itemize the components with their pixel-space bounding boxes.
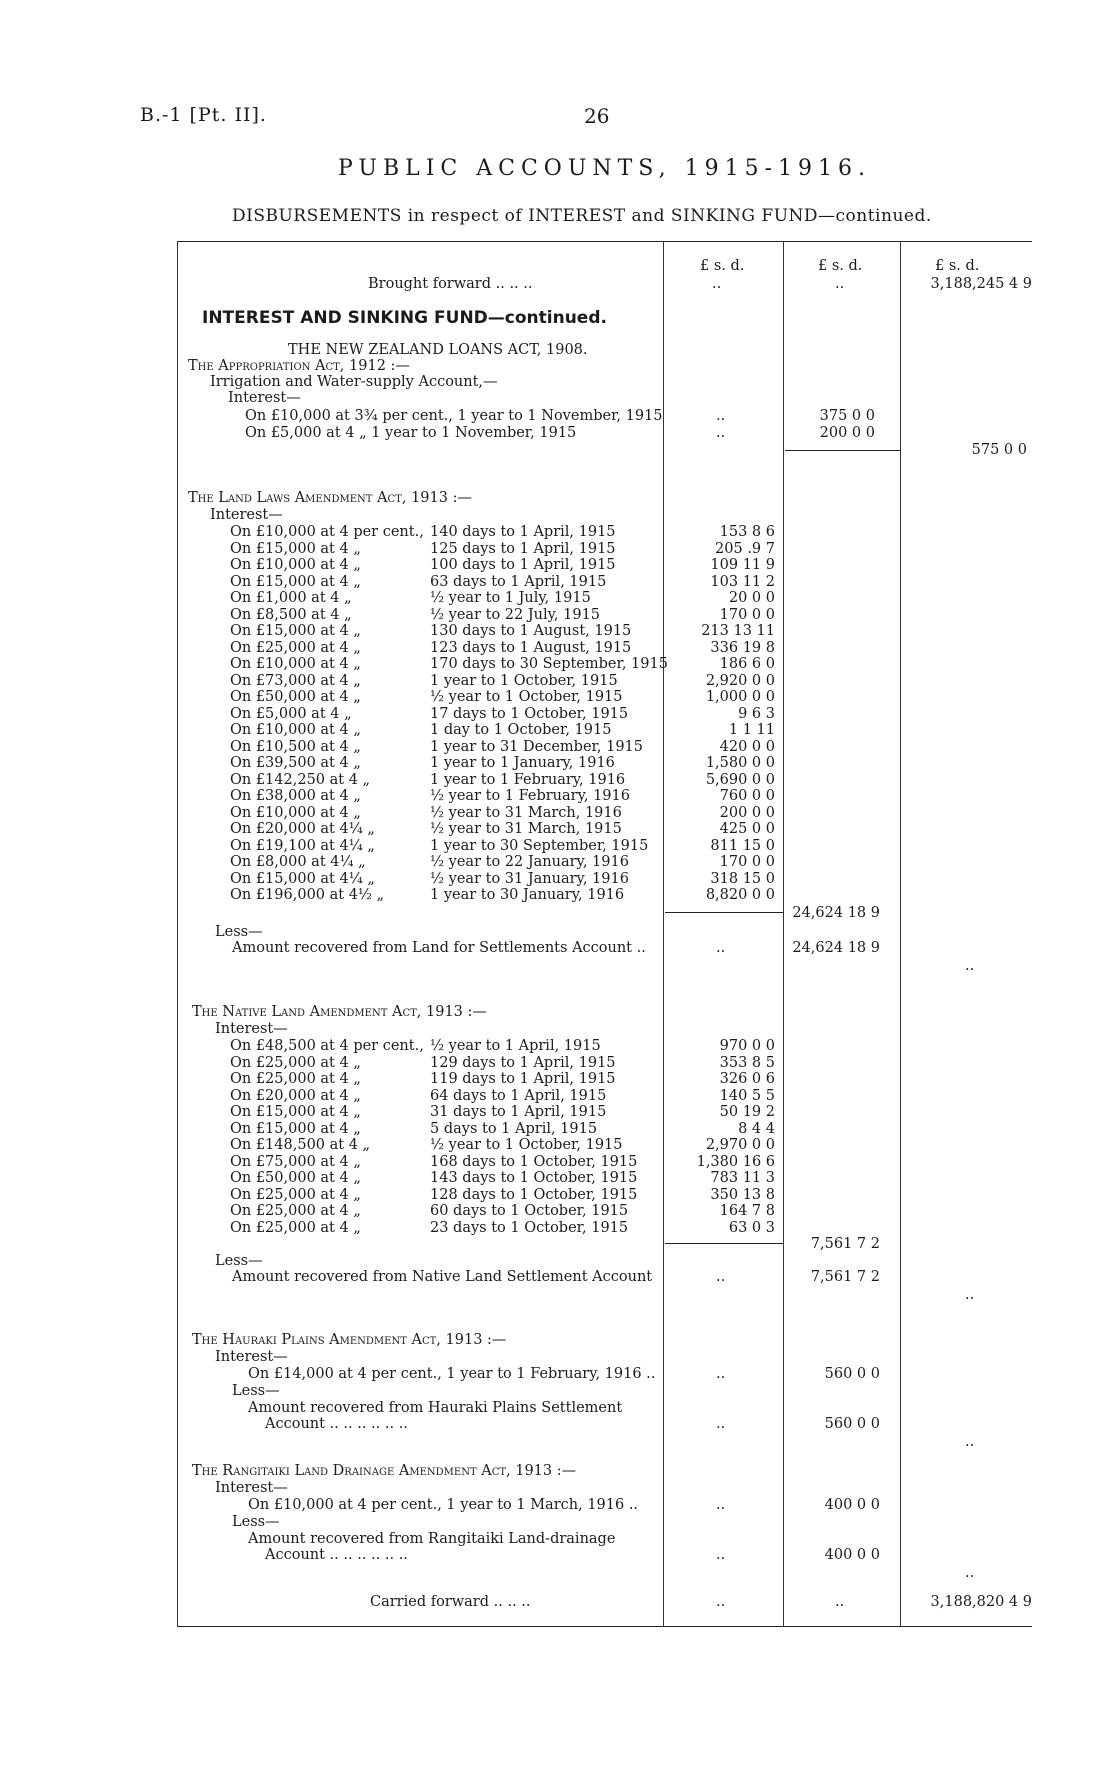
interest-row-period: 119 days to 1 April, 1915	[430, 1071, 616, 1087]
interest-row-amount: 425 0 0	[719, 821, 775, 837]
native-land-subtotal: 7,561 7 2	[810, 1236, 880, 1252]
subtotal-rule	[665, 912, 783, 913]
native-land-net: ..	[965, 1287, 975, 1303]
interest-row-amount: 153 8 6	[719, 524, 775, 540]
interest-row-amount: 783 11 3	[710, 1170, 775, 1186]
hauraki-line-c1: ..	[716, 1366, 726, 1382]
interest-row-principal: On £15,000 at 4 „	[230, 623, 361, 639]
interest-row-period: 100 days to 1 April, 1915	[430, 557, 616, 573]
interest-row-period: 60 days to 1 October, 1915	[430, 1203, 629, 1219]
interest-row-principal: On £39,500 at 4 „	[230, 755, 361, 771]
hauraki-act-title: The Hauraki Plains Amendment Act, 1913 :—	[192, 1332, 507, 1348]
interest-row-amount: 811 15 0	[710, 837, 775, 854]
document-reference: B.-1 [Pt. II].	[140, 104, 267, 126]
interest-row-principal: On £73,000 at 4 „	[230, 672, 361, 689]
interest-row-period: ½ year to 1 October, 1915	[430, 689, 623, 705]
carried-forward-total: 3,188,820 4 9	[930, 1594, 1032, 1610]
land-laws-less-label: Less—	[215, 924, 263, 940]
interest-row-period: ½ year to 1 October, 1915	[430, 1137, 623, 1153]
interest-row-amount: 140 5 5	[719, 1087, 775, 1104]
land-laws-recovered-c1: ..	[716, 940, 726, 956]
interest-row-amount: 200 0 0	[719, 804, 775, 821]
interest-row-amount: 205 .9 7	[715, 540, 775, 557]
interest-row-principal: On £142,250 at 4 „	[230, 771, 371, 788]
nz-loans-row: On £10,000 at 3¾ per cent., 1 year to 1 November, 1915	[245, 408, 663, 424]
interest-row-period: ½ year to 1 July, 1915	[430, 590, 591, 606]
land-laws-interest-label: Interest—	[210, 507, 283, 523]
interest-row-amount: 109 11 9	[710, 557, 775, 573]
native-land-act-title: The Native Land Amendment Act, 1913 :—	[192, 1004, 487, 1020]
interest-row-period: 1 year to 1 October, 1915	[430, 672, 618, 689]
interest-row-amount: 50 19 2	[719, 1104, 775, 1120]
interest-row-principal: On £50,000 at 4 „	[230, 689, 361, 705]
page-number: 26	[584, 104, 610, 128]
interest-row-amount: 8,820 0 0	[705, 887, 775, 903]
interest-row-period: ½ year to 1 February, 1916	[430, 788, 630, 804]
interest-row-principal: On £5,000 at 4 „	[230, 705, 352, 722]
nz-loans-act-title: THE NEW ZEALAND LOANS ACT, 1908.	[288, 342, 588, 358]
interest-row-principal: On £15,000 at 4¼ „	[230, 870, 375, 887]
interest-row-amount: 760 0 0	[719, 788, 775, 804]
rangitaiki-interest-line: On £10,000 at 4 per cent., 1 year to 1 March, 1916 ..	[248, 1497, 639, 1513]
rangitaiki-net: ..	[965, 1565, 975, 1581]
interest-row-period: 1 year to 1 January, 1916	[430, 755, 615, 771]
interest-row-period: ½ year to 22 July, 1915	[430, 606, 601, 623]
rangitaiki-interest-label: Interest—	[215, 1480, 288, 1496]
page-subtitle: DISBURSEMENTS in respect of INTEREST and SINKING FUND—continued.	[232, 206, 932, 226]
subtotal-rule	[785, 450, 900, 451]
interest-row-principal: On £20,000 at 4 „	[230, 1087, 361, 1104]
interest-row-amount: 2,920 0 0	[705, 672, 775, 689]
hauraki-interest-label: Interest—	[215, 1349, 288, 1365]
column-header-2: £ s. d.	[818, 258, 863, 274]
interest-row-principal: On £196,000 at 4½ „	[230, 887, 385, 903]
interest-row-principal: On £38,000 at 4 „	[230, 788, 361, 804]
hauraki-interest-line: On £14,000 at 4 per cent., 1 year to 1 February, 1916 ..	[248, 1366, 656, 1382]
interest-row-amount: 336 19 8	[710, 639, 775, 656]
interest-row-amount: 350 13 8	[710, 1186, 775, 1203]
interest-row-period: 31 days to 1 April, 1915	[430, 1104, 607, 1120]
interest-row-period: ½ year to 22 January, 1916	[430, 854, 629, 870]
hauraki-recovered-amount: 560 0 0	[824, 1416, 880, 1432]
land-laws-net: ..	[965, 958, 975, 974]
column-header-1: £ s. d.	[700, 258, 745, 274]
interest-row-period: 123 days to 1 August, 1915	[430, 639, 632, 656]
interest-row-amount: 1,380 16 6	[696, 1153, 775, 1170]
rangitaiki-line-c1: ..	[716, 1497, 726, 1513]
land-laws-recovered-amount: 24,624 18 9	[792, 940, 880, 956]
carried-forward-c2: ..	[835, 1594, 845, 1610]
interest-row-principal: On £8,000 at 4¼ „	[230, 854, 366, 870]
native-land-recovered-c1: ..	[716, 1269, 726, 1285]
rangitaiki-less-label: Less—	[232, 1514, 280, 1530]
carried-forward-c1: ..	[716, 1594, 726, 1610]
interest-row-principal: On £10,000 at 4 per cent.,	[230, 524, 424, 540]
interest-row-principal: On £15,000 at 4 „	[230, 573, 361, 590]
interest-row-period: 128 days to 1 October, 1915	[430, 1186, 638, 1203]
nz-loans-row-amount: 375 0 0	[819, 408, 875, 424]
interest-row-amount: 20 0 0	[728, 590, 775, 606]
interest-row-period: 64 days to 1 April, 1915	[430, 1087, 607, 1104]
interest-row-amount: 186 6 0	[719, 656, 775, 672]
interest-row-amount: 326 0 6	[719, 1071, 775, 1087]
interest-row-principal: On £25,000 at 4 „	[230, 1219, 361, 1236]
interest-row-principal: On £50,000 at 4 „	[230, 1170, 361, 1186]
rangitaiki-act-title: The Rangitaiki Land Drainage Amendment Act, 1913 :—	[192, 1463, 577, 1479]
interest-row-period: 1 year to 1 February, 1916	[430, 771, 626, 788]
interest-row-amount: 164 7 8	[719, 1203, 775, 1219]
interest-row-principal: On £10,000 at 4 „	[230, 656, 361, 672]
native-land-recovered-amount: 7,561 7 2	[810, 1269, 880, 1285]
interest-row-principal: On £48,500 at 4 per cent.,	[230, 1038, 424, 1054]
hauraki-line-amount: 560 0 0	[824, 1366, 880, 1382]
interest-row-amount: 318 15 0	[710, 870, 775, 887]
nz-loans-row-c1: ..	[716, 425, 726, 441]
interest-row-amount: 170 0 0	[719, 854, 775, 870]
interest-row-amount: 213 13 11	[701, 623, 775, 639]
nz-loans-interest-label: Interest—	[228, 390, 301, 406]
carried-forward-label: Carried forward .. .. ..	[370, 1594, 531, 1610]
interest-row-principal: On £10,500 at 4 „	[230, 738, 361, 755]
interest-row-amount: 970 0 0	[719, 1038, 775, 1054]
rangitaiki-recovered-c1: ..	[716, 1547, 726, 1563]
native-land-recovered-label: Amount recovered from Native Land Settlement Account	[232, 1269, 653, 1285]
interest-row-period: 17 days to 1 October, 1915	[430, 705, 629, 722]
interest-row-period: 23 days to 1 October, 1915	[430, 1219, 629, 1236]
land-laws-subtotal: 24,624 18 9	[792, 905, 880, 921]
interest-row-principal: On £10,000 at 4 „	[230, 722, 361, 738]
hauraki-less-label: Less—	[232, 1383, 280, 1399]
interest-row-period: ½ year to 31 March, 1915	[430, 821, 622, 837]
interest-row-principal: On £8,500 at 4 „	[230, 606, 352, 623]
hauraki-recovered-c1: ..	[716, 1416, 726, 1432]
interest-row-principal: On £20,000 at 4¼ „	[230, 821, 375, 837]
appropriation-act-title: The Appropriation Act, 1912 :—	[188, 358, 410, 374]
interest-row-principal: On £25,000 at 4 „	[230, 1203, 361, 1219]
interest-row-amount: 353 8 5	[719, 1054, 775, 1071]
interest-row-period: 1 year to 30 January, 1916	[430, 887, 625, 903]
interest-row-period: 1 day to 1 October, 1915	[430, 722, 612, 738]
interest-row-principal: On £10,000 at 4 „	[230, 557, 361, 573]
interest-row-amount: 8 4 4	[738, 1120, 775, 1137]
column-header-3: £ s. d.	[935, 258, 980, 274]
interest-row-period: 130 days to 1 August, 1915	[430, 623, 632, 639]
interest-row-period: 5 days to 1 April, 1915	[430, 1120, 598, 1137]
page-title: PUBLIC ACCOUNTS, 1915-1916.	[338, 156, 871, 181]
interest-row-principal: On £15,000 at 4 „	[230, 540, 361, 557]
table-top-rule	[177, 241, 1032, 242]
interest-row-period: ½ year to 31 March, 1916	[430, 804, 622, 821]
interest-row-principal: On £15,000 at 4 „	[230, 1104, 361, 1120]
interest-row-principal: On £25,000 at 4 „	[230, 1071, 361, 1087]
brought-forward-total: 3,188,245 4 9	[930, 276, 1032, 292]
subtotal-rule	[665, 1243, 783, 1244]
interest-row-period: ½ year to 31 January, 1916	[430, 870, 629, 887]
native-land-less-label: Less—	[215, 1253, 263, 1269]
interest-row-amount: 1,580 0 0	[705, 755, 775, 771]
column-divider-3	[900, 241, 901, 1627]
nz-loans-row-c1: ..	[716, 408, 726, 424]
brought-forward-c1: ..	[712, 276, 722, 292]
interest-row-amount: 170 0 0	[719, 606, 775, 623]
interest-row-period: 63 days to 1 April, 1915	[430, 573, 607, 590]
interest-row-amount: 2,970 0 0	[705, 1137, 775, 1153]
interest-row-principal: On £25,000 at 4 „	[230, 639, 361, 656]
interest-row-period: 1 year to 31 December, 1915	[430, 738, 643, 755]
rangitaiki-recovered-amount: 400 0 0	[824, 1547, 880, 1563]
land-laws-recovered-label: Amount recovered from Land for Settlements Account ..	[232, 940, 646, 956]
interest-row-amount: 420 0 0	[719, 738, 775, 755]
nz-loans-row-amount: 200 0 0	[819, 425, 875, 441]
interest-row-period: 1 year to 30 September, 1915	[430, 837, 649, 854]
hauraki-recovered-label-cont: Account .. .. .. .. .. ..	[265, 1416, 408, 1432]
hauraki-net: ..	[965, 1434, 975, 1450]
interest-row-principal: On £148,500 at 4 „	[230, 1137, 371, 1153]
column-divider-2	[783, 241, 784, 1627]
interest-row-period: ½ year to 1 April, 1915	[430, 1038, 601, 1054]
interest-row-period: 143 days to 1 October, 1915	[430, 1170, 638, 1186]
nz-loans-total: 575 0 0	[971, 442, 1027, 458]
interest-row-amount: 9 6 3	[738, 705, 775, 722]
interest-row-amount: 1 1 11	[728, 722, 775, 738]
column-divider-1	[663, 241, 664, 1627]
interest-row-principal: On £25,000 at 4 „	[230, 1186, 361, 1203]
interest-row-period: 168 days to 1 October, 1915	[430, 1153, 638, 1170]
table-bottom-rule	[177, 1626, 1032, 1627]
interest-row-amount: 1,000 0 0	[705, 689, 775, 705]
interest-row-principal: On £25,000 at 4 „	[230, 1054, 361, 1071]
rangitaiki-recovered-label: Amount recovered from Rangitaiki Land-drainage	[248, 1531, 616, 1547]
nz-loans-row: On £5,000 at 4 „ 1 year to 1 November, 1915	[245, 425, 577, 441]
interest-row-amount: 103 11 2	[710, 573, 775, 590]
section-heading: INTEREST AND SINKING FUND—continued.	[202, 308, 607, 328]
interest-row-amount: 5,690 0 0	[705, 771, 775, 788]
interest-row-principal: On £15,000 at 4 „	[230, 1120, 361, 1137]
interest-row-principal: On £19,100 at 4¼ „	[230, 837, 375, 854]
native-land-interest-label: Interest—	[215, 1021, 288, 1037]
brought-forward-label: Brought forward .. .. ..	[368, 276, 533, 292]
interest-row-principal: On £10,000 at 4 „	[230, 804, 361, 821]
rangitaiki-recovered-label-cont: Account .. .. .. .. .. ..	[265, 1547, 408, 1563]
table-left-border	[177, 241, 178, 1627]
interest-row-period: 129 days to 1 April, 1915	[430, 1054, 616, 1071]
interest-row-principal: On £75,000 at 4 „	[230, 1153, 361, 1170]
interest-row-principal: On £1,000 at 4 „	[230, 590, 352, 606]
brought-forward-c2: ..	[835, 276, 845, 292]
land-laws-act-title: The Land Laws Amendment Act, 1913 :—	[188, 490, 472, 506]
interest-row-period: 140 days to 1 April, 1915	[430, 524, 616, 540]
hauraki-recovered-label: Amount recovered from Hauraki Plains Settlement	[248, 1400, 623, 1416]
interest-row-period: 170 days to 30 September, 1915	[430, 656, 668, 672]
interest-row-period: 125 days to 1 April, 1915	[430, 540, 616, 557]
irrigation-account-label: Irrigation and Water-supply Account,—	[210, 374, 498, 390]
interest-row-amount: 63 0 3	[728, 1219, 775, 1236]
rangitaiki-line-amount: 400 0 0	[824, 1497, 880, 1513]
